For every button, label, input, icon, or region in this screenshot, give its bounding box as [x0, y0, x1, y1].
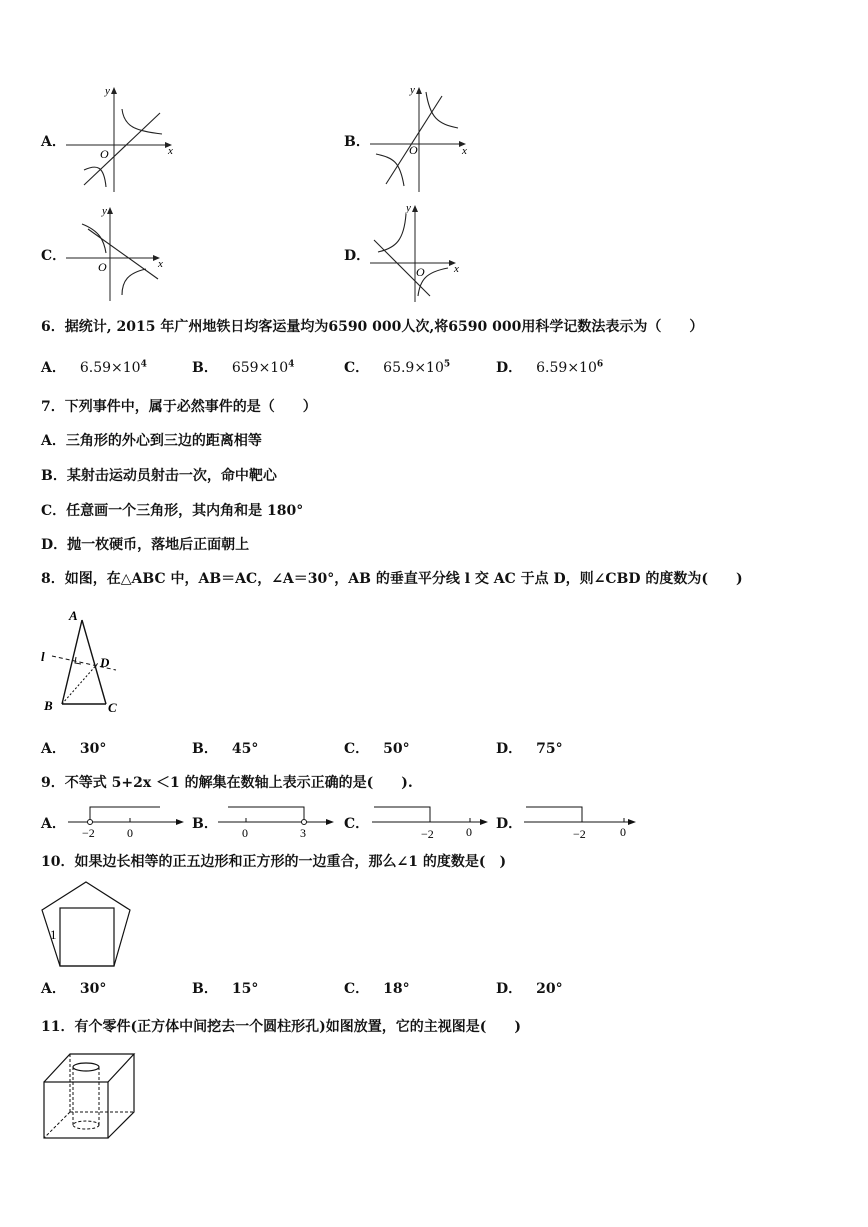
q10-option-d[interactable]: D． 20° [496, 981, 563, 997]
svg-text:l: l [41, 649, 45, 664]
question-9-stem: 9．不等式 5+2x ＜1 的解集在数轴上表示正确的是( ). [41, 775, 413, 791]
q9-number-line-c[interactable] [368, 800, 492, 844]
svg-text:1: 1 [50, 927, 57, 942]
svg-text:y: y [102, 205, 107, 217]
q5-option-b-label[interactable]: B． [344, 134, 370, 150]
q7-option-a[interactable]: A．三角形的外心到三边的距离相等 [41, 433, 262, 449]
svg-text:−2: −2 [421, 827, 434, 841]
question-6-stem: 6．据统计, 2015 年广州地铁日均客运量均为6590 000人次,将6590 000用科学记数法表示为（ ） [41, 319, 704, 335]
svg-text:B: B [44, 698, 53, 713]
svg-text:0: 0 [127, 826, 133, 840]
q7-option-b[interactable]: B．某射击运动员射击一次，命中靶心 [41, 468, 277, 484]
svg-text:O: O [98, 260, 107, 274]
q8-option-a[interactable]: A． 30° [41, 741, 107, 757]
question-8-stem: 8．如图，在△ABC 中，AB＝AC，∠A＝30°，AB 的垂直平分线 l 交 AC 于点 D，则∠CBD 的度数为( ) [41, 571, 743, 587]
svg-text:0: 0 [620, 825, 626, 839]
q6-option-b[interactable]: B． $659\times 10^4$ [192, 359, 295, 376]
triangle-figure [36, 606, 136, 718]
q8-option-b[interactable]: B． 45° [192, 741, 259, 757]
q5-option-c-label[interactable]: C． [41, 248, 67, 264]
svg-text:A: A [69, 608, 78, 623]
q9-number-line-a[interactable] [64, 800, 188, 844]
q6-option-d[interactable]: D． $6.59\times 10^6$ [496, 359, 604, 376]
svg-text:3: 3 [300, 826, 306, 840]
q8-option-d[interactable]: D． 75° [496, 741, 563, 757]
svg-text:O: O [409, 143, 418, 157]
q5-option-a-label[interactable]: A． [41, 134, 66, 150]
svg-text:x: x [462, 145, 467, 157]
q5-graph-a[interactable] [62, 84, 182, 194]
svg-text:−2: −2 [573, 827, 586, 841]
q9-option-c-label[interactable]: C． [344, 816, 370, 832]
q5-graph-c[interactable] [62, 203, 172, 303]
q9-option-d-label[interactable]: D． [496, 816, 523, 832]
q10-option-c[interactable]: C． 18° [344, 981, 410, 997]
q10-option-b[interactable]: B． 15° [192, 981, 259, 997]
q9-option-b-label[interactable]: B． [192, 816, 218, 832]
svg-text:−2: −2 [82, 826, 95, 840]
svg-text:C: C [108, 700, 117, 715]
question-10-stem: 10．如果边长相等的正五边形和正方形的一边重合，那么∠1 的度数是( ) [41, 854, 507, 870]
q6-option-c[interactable]: C． $65.9\times 10^5$ [344, 359, 451, 376]
svg-text:0: 0 [242, 826, 248, 840]
q9-number-line-b[interactable] [214, 800, 338, 844]
x-axis-label: x [168, 145, 173, 157]
q5-graph-b[interactable] [366, 82, 476, 194]
q10-option-a[interactable]: A． 30° [41, 981, 107, 997]
pentagon-square-figure [38, 878, 136, 972]
svg-text:x: x [158, 258, 163, 270]
cube-with-hole-figure [40, 1050, 140, 1142]
q8-option-c[interactable]: C． 50° [344, 741, 410, 757]
q9-option-a-label[interactable]: A． [41, 816, 66, 832]
q7-option-d[interactable]: D．抛一枚硬币，落地后正面朝上 [41, 537, 250, 553]
q7-option-c[interactable]: C．任意画一个三角形，其内角和是 180° [41, 503, 304, 519]
question-7-stem: 7．下列事件中，属于必然事件的是（ ） [41, 399, 317, 415]
svg-text:D: D [100, 655, 110, 670]
svg-text:y: y [410, 84, 415, 96]
q9-number-line-d[interactable] [520, 800, 644, 844]
svg-text:x: x [454, 263, 459, 275]
svg-text:0: 0 [466, 825, 472, 839]
origin-label: O [100, 147, 109, 161]
question-11-stem: 11．有个零件(正方体中间挖去一个圆柱形孔)如图放置，它的主视图是( ) [41, 1019, 521, 1035]
svg-text:O: O [416, 265, 425, 279]
q5-graph-d[interactable] [366, 200, 470, 304]
svg-text:y: y [406, 202, 411, 214]
q6-option-a[interactable]: A． $6.59\times 10^4$ [41, 359, 147, 376]
y-axis-label: y [105, 85, 110, 97]
q5-option-d-label[interactable]: D． [344, 248, 371, 264]
